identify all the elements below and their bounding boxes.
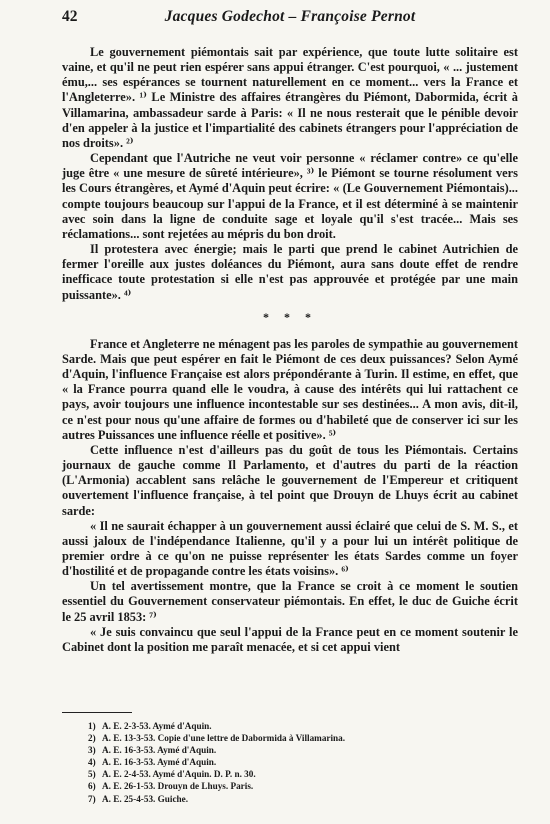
paragraph: Un tel avertissement montre, que la France se croit à ce moment le soutien essentiel du Gouvernement conservateur piémontais. En effet, le duc de Guiche écrit le 25 avril 1853: ⁷⁾ [62,579,518,624]
footnote-number: 2) [88,733,96,744]
footnote-text: A. E. 13-3-53. Copie d'une lettre de Dabormida à Villamarina. [102,733,346,744]
paragraph: Le gouvernement piémontais sait par expérience, que toute lutte solitaire est vaine, et qu'il ne peut rien espérer sans appui étranger. C'est pourquoi, « ... justement ému,... ses espérances se tournent naturellement en ce moment... vers la France et l'Angleterre». ¹⁾ Le Ministre des affaires étrangères du Piémont, Dabormida, écrit à Villamarina, ambassadeur sarde à Paris: « Il ne nous resterait que le pénible devoir d'en appeler à la justice et l'impartialité des cabinets étrangers pour l'appréciation de nos droits». ²⁾ [62,45,518,150]
footnote-text: A. E. 2-3-53. Aymé d'Aquin. [102,721,212,731]
running-title: Jacques Godechot – Françoise Pernot [164,8,416,25]
paragraph: Il protestera avec énergie; mais le parti que prend le cabinet Autrichien de fermer l'oreille aux justes doléances du Piémont, aura sans doute effet de rendre inefficace toute protestation si elle n'est pas approuvée et protégée par une main puissante». ⁴⁾ [62,242,518,302]
footnote-number: 4) [88,757,96,768]
footnote-text: A. E. 25-4-53. Guiche. [102,793,189,804]
footnote-number: 7) [88,793,96,804]
footnote [88,768,468,780]
footnote [88,780,468,792]
paragraph: « Je suis convaincu que seul l'appui de la France peut en ce moment soutenir le Cabinet dont la position me paraît menacée, et si cet appui vient [62,624,518,654]
footnote [88,720,468,732]
paragraph: Cependant que l'Autriche ne veut voir personne « réclamer contre» ce qu'elle juge être « une mesure de sûreté intérieure», ³⁾ le Piémont se tourne résolument vers les Cours étrangères, et Aymé d'Aquin peut écrire: « (Le Gouvernement Piémontais)... compte toujours beaucoup sur l'appui de la France, et il est déterminé à se maintenir avec soin dans la ligne de conduite sage et loyale qu'il s'est tracée... Mais ses réclamations... sont rejetées au mépris du bon droit. [62,151,518,241]
footnote [88,744,468,756]
footnote-number: 5) [88,769,96,780]
paragraph: « Il ne saurait échapper à un gouvernement aussi éclairé que celui de S. M. S., et aussi jaloux de l'indépendance Italienne, qu'il y a pour lui un intérêt politique de premier ordre à ce qu'on ne puisse représenter les états Sardes comme un foyer d'hostilité et de propagande contre les états voisins». ⁶⁾ [62,518,518,579]
footnote [88,732,468,744]
footnote [88,756,468,768]
footnote-number: 3) [88,745,96,756]
paragraph: France et Angleterre ne ménagent pas les paroles de sympathie au gouvernement Sarde. Mais que peut espérer en fait le Piémont de ces deux puissances? Selon Aymé d'Aquin, l'influence Française est alors prépondérante à Turin. Il estime, en effet, que « la France pourra quand elle le voudra, à cause des intérêts qui lui rattachent ce pays, avoir toujours une influence incontestable sur ses destinées... A mon avis, dit-il, ce n'est pour nous qu'une affaire de formes ou d'habileté que de conserver ici sur les autres Puissances une influence réelle et positive». ⁵⁾ [62,336,518,442]
footnote-text: A. E. 16-3-53. Aymé d'Aquin. [102,745,217,756]
paragraph: Cette influence n'est d'ailleurs pas du goût de tous les Piémontais. Certains journaux de gauche comme Il Parlamento, et d'autres du parti de la réaction (L'Armonia) accablent sans relâche le gouvernement de l'Empereur et critiquent ouvertement l'influence française, à tel point que Drouyn de Lhuys écrit au cabinet sarde: [62,442,518,518]
footnotes [88,720,468,805]
body-text [62,45,518,655]
footnote-text: A. E. 26-1-53. Drouyn de Lhuys. Paris. [102,781,254,792]
footnote-text: A. E. 16-3-53. Aymé d'Aquin. [102,757,217,768]
footnote-number: 1) [88,721,96,731]
footnote-text: A. E. 2-4-53. Aymé d'Aquin. D. P. n. 30. [102,769,256,780]
footnote-number: 6) [88,781,96,792]
page-header [62,8,518,28]
section-separator: * * * [263,309,317,324]
footnote [88,793,468,805]
footnote-rule [62,712,132,713]
page-number: 42 [62,8,78,25]
